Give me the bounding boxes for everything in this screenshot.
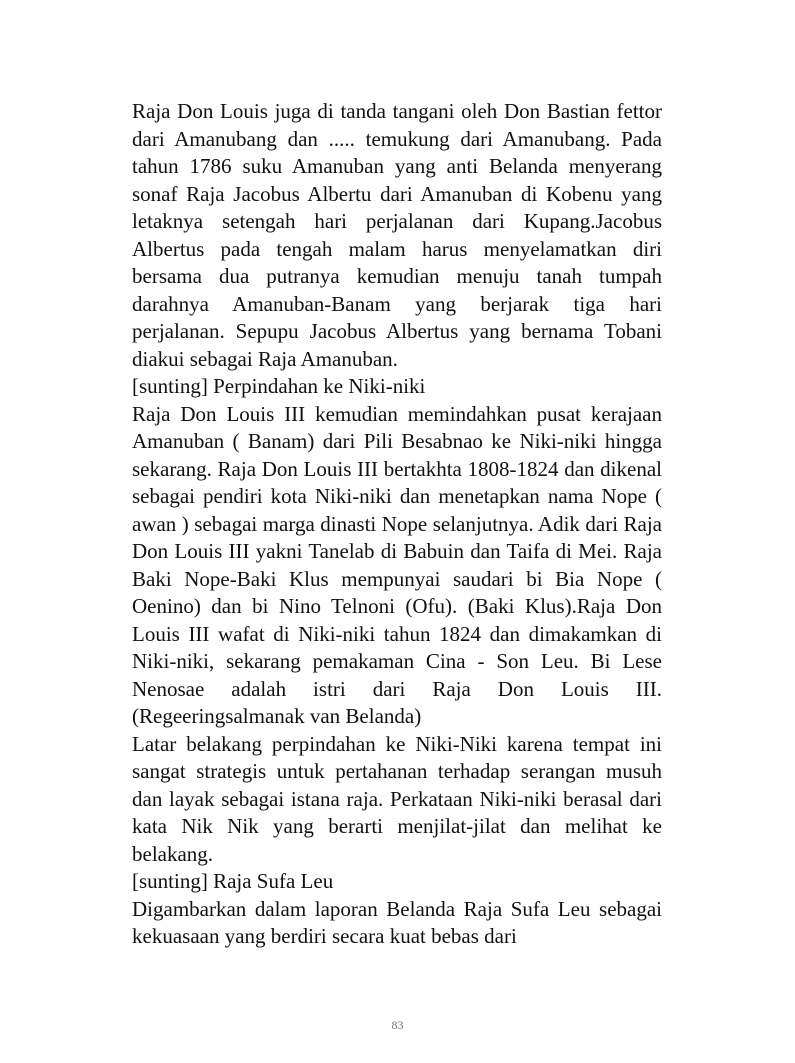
- section-heading-raja-sufa-leu: [sunting] Raja Sufa Leu: [132, 869, 334, 893]
- paragraph-latar-belakang: Latar belakang perpindahan ke Niki-Niki karena tempat ini sangat strategis untuk pertahanan terhadap serangan musuh dan layak sebagai istana raja. Perkataan Niki-niki berasal dari kata Nik Nik yang berarti menjilat-jilat dan melihat ke belakang.: [132, 731, 662, 866]
- paragraph-raja-don-louis-signatories: Raja Don Louis juga di tanda tangani oleh Don Bastian fettor dari Amanubang dan ..... temukung dari Amanubang. Pada tahun 1786 suku Amanuban yang anti Belanda menyerang sonaf Raja Jacobus Albertu dari Amanuban di Kobenu yang letaknya setengah hari perjalanan dari Kupang.Jacobus Albertus pada tengah malam harus menyelamatkan diri bersama dua putranya kemudian menuju tanah tumpah darahnya Amanuban-Banam yang berjarak tiga hari perjalanan. Sepupu Jacobus Albertus yang bernama Tobani diakui sebagai Raja Amanuban.: [132, 99, 662, 371]
- paragraph-sufa-leu: Digambarkan dalam laporan Belanda Raja Sufa Leu sebagai kekuasaan yang berdiri secara kuat bebas dari: [132, 896, 662, 948]
- page-body: [132, 98, 662, 951]
- paragraph-don-louis-iii: Raja Don Louis III kemudian memindahkan pusat kerajaan Amanuban ( Banam) dari Pili Besabnao ke Niki-niki hingga sekarang. Raja Don Louis III bertakhta 1808-1824 dan dikenal sebagai pendiri kota Niki-niki dan menetapkan nama Nope ( awan ) sebagai marga dinasti Nope selanjutnya. Adik dari Raja Don Louis III yakni Tanelab di Babuin dan Taifa di Mei. Raja Baki Nope-Baki Klus mempunyai saudari bi Bia Nope ( Oenino) dan bi Nino Telnoni (Ofu). (Baki Klus).Raja Don Louis III wafat di Niki-niki tahun 1824 dan dimakamkan di Niki-niki, sekarang pemakaman Cina - Son Leu. Bi Lese Nenosae adalah istri dari Raja Don Louis III. (Regeeringsalmanak van Belanda): [132, 401, 662, 728]
- page-number: 83: [391, 1018, 404, 1032]
- section-heading-perpindahan: [sunting] Perpindahan ke Niki-niki: [132, 374, 426, 398]
